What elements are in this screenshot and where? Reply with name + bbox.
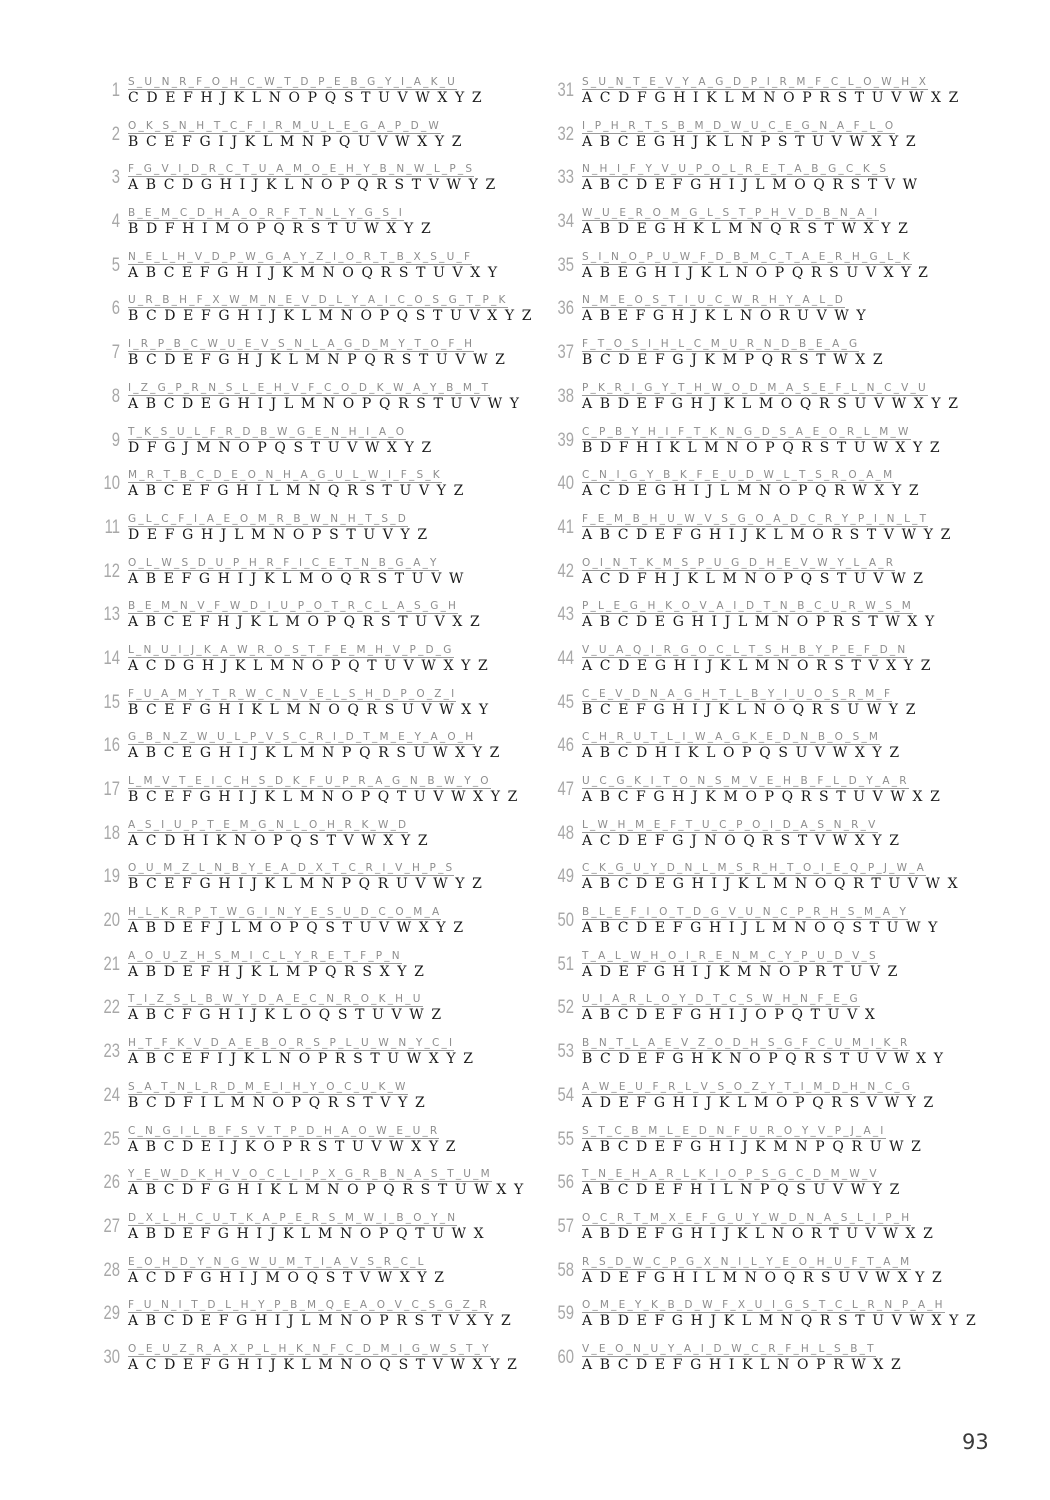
puzzle-alphabet-letters: A C D G H J K L M N O P Q T U V W X Y Z (128, 657, 490, 674)
puzzle-letter-slots: S_U_N_R_F_O_H_C_W_T_D_P_E_B_G_Y_I_A_K_U (128, 76, 458, 88)
puzzle-alphabet-letters: A C D F H J K L M N O P Q S T U V W Z (582, 570, 925, 587)
puzzle-alphabet-letters: A B C D E F G H I J K L M O R S T V W Y Z (582, 526, 952, 543)
puzzle-row (552, 468, 1022, 512)
left-puzzle-column (98, 75, 568, 1386)
puzzle-letter-slots: R_S_D_W_C_P_G_X_N_I_L_Y_E_O_H_U_F_T_A_M (582, 1255, 912, 1268)
puzzle-row (98, 774, 568, 818)
puzzle-letter-slots: O_E_U_Z_R_A_X_P_L_H_K_N_F_C_D_M_I_G_W_S_T_Y (128, 1342, 491, 1355)
puzzle-row (98, 861, 568, 905)
puzzle-row (552, 774, 1022, 818)
page-number: 93 (962, 1430, 989, 1454)
puzzle-alphabet-letters: A B C D E F G H I J L M O Q R S T V W (582, 177, 919, 194)
puzzle-number: 33 (557, 167, 574, 189)
puzzle-row (98, 119, 568, 163)
puzzle-letter-slots: C_E_V_D_N_A_G_H_T_L_B_Y_I_U_O_S_R_M_F (582, 687, 893, 700)
puzzle-letter-slots: G_L_C_F_I_A_E_O_M_R_B_W_N_H_T_S_D (128, 512, 408, 525)
puzzle-letter-slots: P_K_R_I_G_Y_T_H_W_O_D_M_A_S_E_F_L_N_C_V_U (582, 381, 928, 394)
puzzle-alphabet-letters: A B C E G H J K L N P S T U V W X Y Z (582, 133, 918, 150)
puzzle-letter-slots: B_E_M_C_D_H_A_O_R_F_T_N_L_Y_G_S_I (128, 207, 405, 220)
puzzle-alphabet-letters: A B C D E F G H I J O P Q T U V X (582, 1007, 877, 1024)
puzzle-alphabet-letters: A B C D E I J K O P R S T U V W X Y Z (128, 1138, 458, 1155)
puzzle-letter-slots: T_N_E_H_A_R_L_K_I_O_P_S_G_C_D_M_W_V (582, 1168, 879, 1181)
puzzle-number: 30 (103, 1346, 120, 1368)
puzzle-alphabet-letters: B D F H I M O P Q R S T U W X Y Z (128, 221, 433, 238)
puzzle-alphabet-letters: A B C F G H I J K L O Q S T U V W Z (128, 1007, 443, 1024)
puzzle-letter-slots: T_I_Z_S_L_B_W_Y_D_A_E_C_N_R_O_K_H_U (128, 993, 423, 1006)
puzzle-number: 10 (103, 473, 120, 495)
puzzle-row (552, 905, 1022, 949)
puzzle-number: 44 (557, 647, 574, 669)
puzzle-row (98, 905, 568, 949)
puzzle-letter-slots: A_W_E_U_F_R_L_V_S_O_Z_Y_T_I_M_D_H_N_C_G (582, 1080, 913, 1093)
puzzle-letter-slots: F_G_V_I_D_R_C_T_U_A_M_O_E_H_Y_B_N_W_L_P_S (128, 163, 475, 176)
puzzle-row (98, 512, 568, 556)
puzzle-alphabet-letters: A B C E F I J K L N O P R S T U W X Y Z (128, 1051, 475, 1068)
puzzle-letter-slots: L_W_H_M_E_F_T_U_C_P_O_I_D_A_S_N_R_V (582, 818, 878, 831)
puzzle-row (98, 687, 568, 731)
puzzle-alphabet-letters: A C D E G H I J L M N O P Q R W X Y Z (582, 483, 921, 500)
puzzle-number: 18 (103, 822, 120, 844)
puzzle-letter-slots: T_A_L_W_H_O_I_R_E_N_M_C_Y_P_U_D_V_S (582, 949, 878, 962)
puzzle-number: 23 (103, 1041, 120, 1063)
puzzle-number: 11 (104, 516, 120, 538)
puzzle-letter-slots: S_T_C_B_M_L_E_D_N_F_U_R_O_Y_V_P_J_A_I (582, 1124, 886, 1137)
puzzle-number: 24 (103, 1084, 120, 1106)
puzzle-number: 46 (557, 735, 574, 757)
puzzle-number: 45 (557, 691, 574, 713)
puzzle-alphabet-letters: A B D E F G H I J K L N O R T U V W X Z (582, 1225, 935, 1242)
puzzle-number: 34 (557, 211, 574, 233)
puzzle-letter-slots: E_O_H_D_Y_N_G_W_U_M_T_I_A_V_S_R_C_L (128, 1255, 426, 1268)
puzzle-number: 14 (103, 647, 120, 669)
puzzle-number: 17 (103, 779, 120, 800)
puzzle-row (98, 1036, 568, 1080)
puzzle-row (98, 206, 568, 250)
puzzle-row (98, 818, 568, 862)
puzzle-letter-slots: I_R_P_B_C_W_U_E_V_S_N_L_A_G_D_M_Y_T_O_F_H (128, 338, 475, 351)
puzzle-alphabet-letters: A B E F G H I J K L M O Q R S T U V W (128, 570, 465, 587)
puzzle-letter-slots: O_I_N_T_K_M_S_P_U_G_D_H_E_V_W_Y_L_A_R (582, 556, 896, 569)
puzzle-alphabet-letters: A B C D E F G H I J L M N O P R S T V X Y Z (128, 1313, 513, 1330)
puzzle-number: 42 (557, 560, 574, 582)
puzzle-row (98, 1080, 568, 1124)
puzzle-number: 52 (557, 997, 574, 1019)
puzzle-number: 8 (111, 385, 120, 407)
puzzle-number: 49 (557, 866, 574, 888)
puzzle-number: 19 (103, 866, 120, 888)
puzzle-alphabet-letters: A B C E F G H I L M N Q R S T U V Y Z (128, 483, 465, 500)
puzzle-number: 35 (557, 254, 574, 276)
puzzle-row (98, 1298, 568, 1342)
puzzle-number: 31 (557, 80, 574, 101)
puzzle-letter-slots: V_E_O_N_U_Y_A_I_D_W_C_R_F_H_L_S_B_T (582, 1342, 876, 1355)
puzzle-letter-slots: O_L_W_S_D_U_P_H_R_F_I_C_E_T_N_B_G_A_Y (128, 556, 439, 569)
puzzle-row (98, 643, 568, 687)
puzzle-row (552, 599, 1022, 643)
puzzle-letter-slots: N_H_I_F_Y_V_U_P_O_L_R_E_T_A_B_G_C_K_S (582, 163, 889, 176)
puzzle-letter-slots: S_U_N_T_E_V_Y_A_G_D_P_I_R_M_F_C_L_O_W_H_X (582, 76, 929, 88)
puzzle-number: 48 (557, 822, 574, 844)
puzzle-row (552, 1255, 1022, 1299)
puzzle-alphabet-letters: A D E F G H I J K L M O P Q R S V W Y Z (582, 1094, 935, 1111)
puzzle-number: 26 (103, 1172, 120, 1194)
puzzle-alphabet-letters: A C D E G H I J K L M N O R S T V X Y Z (582, 657, 933, 674)
puzzle-row (98, 949, 568, 993)
puzzle-row (552, 1124, 1022, 1168)
puzzle-row (552, 730, 1022, 774)
puzzle-row (552, 1167, 1022, 1211)
puzzle-row (98, 599, 568, 643)
puzzle-letter-slots: F_T_O_S_I_H_L_C_M_U_R_N_D_B_E_A_G (582, 338, 860, 351)
puzzle-number: 47 (557, 779, 574, 800)
puzzle-number: 16 (103, 735, 120, 757)
puzzle-row (552, 556, 1022, 600)
puzzle-row (552, 119, 1022, 163)
puzzle-letter-slots: C_N_G_I_L_B_F_S_V_T_P_D_H_A_O_W_E_U_R (128, 1124, 440, 1137)
puzzle-number: 59 (557, 1303, 574, 1325)
puzzle-row (552, 381, 1022, 425)
puzzle-letter-slots: U_I_A_R_L_O_Y_D_T_C_S_W_H_N_F_E_G (582, 993, 860, 1006)
puzzle-alphabet-letters: A B D E F J L M O P Q S T U V W X Y Z (128, 920, 465, 937)
puzzle-letter-slots: C_H_R_U_T_L_I_W_A_G_K_E_D_N_B_O_S_M (582, 731, 881, 744)
puzzle-letter-slots: N_E_L_H_V_D_P_W_G_A_Y_Z_I_O_R_T_B_X_S_U_F (128, 250, 473, 263)
puzzle-number: 27 (103, 1215, 120, 1237)
puzzle-number: 3 (111, 167, 120, 189)
puzzle-letter-slots: F_E_M_B_H_U_W_V_S_G_O_A_D_C_R_Y_P_I_N_L_T (582, 512, 929, 525)
puzzle-letter-slots: G_B_N_Z_W_U_L_P_V_S_C_R_I_D_T_M_E_Y_A_O_H (128, 731, 476, 744)
puzzle-number: 5 (111, 254, 120, 276)
puzzle-row (552, 162, 1022, 206)
puzzle-number: 28 (103, 1259, 120, 1281)
puzzle-number: 41 (557, 516, 574, 538)
puzzle-letter-slots: L_N_U_I_J_K_A_W_R_O_S_T_F_E_M_H_V_P_D_G (128, 643, 454, 656)
puzzle-number: 60 (557, 1346, 574, 1368)
puzzle-row (98, 730, 568, 774)
puzzle-alphabet-letters: A B C D F G H I K L M N O P Q R S T U W X Y (128, 1182, 525, 1199)
puzzle-letter-slots: C_K_G_U_Y_D_N_L_M_S_R_H_T_O_I_E_Q_P_J_W_A (582, 862, 927, 875)
puzzle-number: 12 (103, 560, 120, 582)
puzzle-alphabet-letters: B C E F G I J K L M N P Q U V W X Y Z (128, 133, 464, 150)
puzzle-alphabet-letters: A C D E F G H I J K L M N O Q S T V W X Y Z (128, 1356, 519, 1373)
puzzle-number: 21 (103, 953, 120, 975)
puzzle-letter-slots: H_L_K_R_P_T_W_G_I_N_Y_E_S_U_D_C_O_M_A (128, 906, 442, 919)
puzzle-alphabet-letters: B C D E F G H I J K L M N O P Q S T U V X Y Z (128, 308, 534, 325)
puzzle-row (552, 425, 1022, 469)
puzzle-letter-slots: A_O_U_Z_H_S_M_I_C_L_Y_R_E_T_F_P_N (128, 949, 402, 962)
puzzle-alphabet-letters: A B D E G H K L M N Q R S T W X Y Z (582, 221, 910, 238)
puzzle-letter-slots: H_T_F_K_V_D_A_E_B_O_R_S_P_L_U_W_N_Y_C_I (128, 1037, 455, 1050)
puzzle-row (98, 1167, 568, 1211)
puzzle-alphabet-letters: A B C D E F G H I J K M N P Q R U W Z (582, 1138, 923, 1155)
puzzle-alphabet-letters: A B C D E G H I J L M N O P R S T W X Y (582, 614, 936, 631)
puzzle-row (552, 1298, 1022, 1342)
puzzle-row (98, 1255, 568, 1299)
puzzle-alphabet-letters: B C E F G H I K L M N O Q R S U V W X Y (128, 701, 490, 718)
puzzle-number: 38 (557, 385, 574, 407)
puzzle-number: 54 (557, 1084, 574, 1106)
puzzle-alphabet-letters: B C D F I L M N O P Q R S T V Y Z (128, 1094, 427, 1111)
puzzle-row (98, 1211, 568, 1255)
puzzle-number: 22 (103, 997, 120, 1019)
puzzle-letter-slots: P_L_E_G_H_K_O_V_A_I_D_T_N_B_C_U_R_W_S_M (582, 600, 913, 613)
puzzle-number: 7 (111, 342, 120, 364)
puzzle-row (98, 381, 568, 425)
puzzle-number: 51 (557, 953, 574, 975)
puzzle-alphabet-letters: B C D E F G H K N O P Q R S T U V W X Y (582, 1051, 945, 1068)
puzzle-letter-slots: W_U_E_R_O_M_G_L_S_T_P_H_V_D_B_N_A_I (582, 207, 880, 220)
puzzle-row (98, 162, 568, 206)
puzzle-alphabet-letters: A C D F G H I K L M N O P R S T U V W X Z (582, 90, 960, 106)
puzzle-row (552, 861, 1022, 905)
puzzle-letter-slots: F_U_N_I_T_D_L_H_Y_P_B_M_Q_E_A_O_V_C_S_G_Z_R (128, 1299, 489, 1312)
puzzle-letter-slots: C_N_I_G_Y_B_K_F_E_U_D_W_L_T_S_R_O_A_M (582, 469, 895, 482)
puzzle-letter-slots: U_C_G_K_I_T_O_N_S_M_V_E_H_B_F_L_D_Y_A_R (582, 775, 909, 787)
puzzle-alphabet-letters: A B C E F G H I J K M N O Q R S T U V X Y (128, 264, 499, 281)
puzzle-number: 43 (557, 604, 574, 626)
puzzle-number: 57 (557, 1215, 574, 1237)
puzzle-alphabet-letters: A B C D E F G H I J L M N O Q S T U W Y (582, 920, 939, 937)
puzzle-row (552, 1080, 1022, 1124)
puzzle-row (552, 250, 1022, 294)
puzzle-letter-slots: O_U_M_Z_L_N_B_Y_E_A_D_X_T_C_R_I_V_H_P_S (128, 862, 455, 875)
puzzle-number: 58 (557, 1259, 574, 1281)
puzzle-row (98, 425, 568, 469)
puzzle-number: 56 (557, 1172, 574, 1194)
puzzle-alphabet-letters: B C D E F G H J K L M N P Q R S T U V W Z (128, 352, 507, 369)
puzzle-letter-slots: T_K_S_U_L_F_R_D_B_W_G_E_N_H_I_A_O (128, 425, 407, 438)
puzzle-row (98, 337, 568, 381)
puzzle-row (98, 250, 568, 294)
puzzle-row (552, 75, 1022, 119)
puzzle-alphabet-letters: A B C D E G H I J L M N O P Q R S T U V W Y (128, 395, 521, 412)
puzzle-number: 36 (557, 298, 574, 320)
puzzle-alphabet-letters: A C D H I K N O P Q S T V W X Y Z (128, 832, 430, 849)
puzzle-alphabet-letters: A B C F G H J K M O P Q R S T U V W X Z (582, 789, 942, 805)
puzzle-alphabet-letters: D F G J M N O P Q S T U V W X Y Z (128, 439, 433, 456)
puzzle-letter-slots: N_M_E_O_S_T_I_U_C_W_R_H_Y_A_L_D (582, 294, 846, 307)
puzzle-letter-slots: Y_E_W_D_K_H_V_O_C_L_I_P_X_G_R_B_N_A_S_T_U_M (128, 1168, 492, 1181)
puzzle-row (98, 75, 568, 119)
puzzle-letter-slots: D_X_L_H_C_U_T_K_A_P_E_R_S_M_W_I_B_O_Y_N (128, 1211, 458, 1224)
right-puzzle-column (552, 75, 1022, 1386)
puzzle-letter-slots: U_R_B_H_F_X_W_M_N_E_V_D_L_Y_A_I_C_O_S_G_T_P_K (128, 294, 508, 307)
puzzle-number: 53 (557, 1041, 574, 1063)
puzzle-number: 25 (103, 1128, 120, 1150)
puzzle-number: 4 (111, 211, 120, 233)
puzzle-row (98, 1124, 568, 1168)
puzzle-letter-slots: S_I_N_O_P_U_W_F_D_B_M_C_T_A_E_R_H_G_L_K (582, 250, 912, 263)
puzzle-number: 37 (557, 342, 574, 364)
puzzle-row (552, 1036, 1022, 1080)
puzzle-alphabet-letters: A B D E F H J K L M P Q R S X Y Z (128, 963, 426, 980)
puzzle-alphabet-letters: D E F G H J L M N O P S T U V Y Z (128, 526, 429, 543)
puzzle-row (552, 337, 1022, 381)
puzzle-alphabet-letters: A C D F G H I J M O Q S T V W X Y Z (128, 1269, 446, 1286)
puzzle-number: 32 (557, 123, 574, 145)
puzzle-row (98, 1342, 568, 1386)
puzzle-row (552, 818, 1022, 862)
puzzle-number: 9 (111, 429, 120, 451)
puzzle-letter-slots: C_P_B_Y_H_I_F_T_K_N_G_D_S_A_E_O_R_L_M_W (582, 425, 911, 438)
puzzle-row (98, 556, 568, 600)
puzzle-row (552, 643, 1022, 687)
puzzle-row (552, 293, 1022, 337)
puzzle-number: 20 (103, 910, 120, 932)
puzzle-alphabet-letters: A B D E F G H I J K L M N O P Q T U W X (128, 1225, 486, 1242)
puzzle-alphabet-letters: A B C D E F G H I K L N O P R W X Z (582, 1356, 903, 1373)
puzzle-alphabet-letters: A B D E F G H J K L M O Q R S U V W X Y Z (582, 395, 960, 412)
puzzle-number: 2 (111, 123, 120, 145)
puzzle-letter-slots: O_K_S_N_H_T_C_F_I_R_M_U_L_E_G_A_P_D_W (128, 119, 441, 132)
puzzle-letter-slots: O_C_R_T_M_X_E_F_G_U_Y_W_D_N_A_S_L_I_P_H (582, 1211, 912, 1224)
puzzle-number: 40 (557, 473, 574, 495)
puzzle-number: 13 (103, 604, 120, 626)
puzzle-row (552, 1342, 1022, 1386)
puzzle-alphabet-letters: A B C E F H J K L M O P Q R S T U V X Z (128, 614, 482, 631)
puzzle-alphabet-letters: A D E F G H I L M N O Q R S U V W X Y Z (582, 1269, 944, 1286)
puzzle-row (552, 949, 1022, 993)
puzzle-letter-slots: S_A_T_N_L_R_D_M_E_I_H_Y_O_C_U_K_W (128, 1080, 408, 1093)
puzzle-number: 29 (103, 1303, 120, 1325)
puzzle-letter-slots: A_S_I_U_P_T_E_M_G_N_L_O_H_R_K_W_D (128, 818, 409, 831)
puzzle-alphabet-letters: A C D E F G J N O Q R S T V W X Y Z (582, 832, 901, 849)
puzzle-number: 55 (557, 1128, 574, 1150)
puzzle-alphabet-letters: B C E F G H I J K L N O Q R S U W Y Z (582, 701, 918, 718)
puzzle-alphabet-letters: A B C D E G H I J K L M N O Q R T U V W X (582, 876, 960, 893)
puzzle-alphabet-letters: C D E F H J K L N O P Q S T U V W X Y Z (128, 90, 484, 106)
puzzle-number: 50 (557, 910, 574, 932)
puzzle-alphabet-letters: A B C D H I K L O P Q S U V W X Y Z (582, 745, 901, 762)
puzzle-letter-slots: B_E_M_N_V_F_W_D_I_U_P_O_T_R_C_L_A_S_G_H (128, 600, 459, 613)
puzzle-alphabet-letters: A D E F G H I J K M N O P R T U V Z (582, 963, 899, 980)
puzzle-letter-slots: L_M_V_T_E_I_C_H_S_D_K_F_U_P_R_A_G_N_B_W_Y_O (128, 775, 491, 787)
puzzle-row (552, 992, 1022, 1036)
puzzle-alphabet-letters: A B D E F G H J K L M N Q R S T U V W X Y Z (582, 1313, 978, 1330)
puzzle-letter-slots: M_R_T_B_C_D_E_O_N_H_A_G_U_L_W_I_F_S_K (128, 469, 442, 482)
puzzle-alphabet-letters: B D F H I K L M N O P Q R S T U W X Y Z (582, 439, 942, 456)
puzzle-letter-slots: F_U_A_M_Y_T_R_W_C_N_V_E_L_S_H_D_P_O_Z_I (128, 687, 457, 700)
puzzle-letter-slots: I_P_H_R_T_S_B_M_D_W_U_C_E_G_N_A_F_L_O (582, 119, 896, 132)
puzzle-letter-slots: V_U_A_Q_I_R_G_O_C_L_T_S_H_B_Y_P_E_F_D_N (582, 643, 908, 656)
puzzle-number: 39 (557, 429, 574, 451)
puzzle-alphabet-letters: A B C D E F H I L N P Q S U V W Y Z (582, 1182, 901, 1199)
puzzle-alphabet-letters: A B C D G H I J K L N O P Q R S T V W Y Z (128, 177, 497, 194)
puzzle-letter-slots: I_Z_G_P_R_N_S_L_E_H_V_F_C_O_D_K_W_A_Y_B_M_T (128, 381, 491, 394)
puzzle-alphabet-letters: B C E F G H I J K L M N P Q R U V W Y Z (128, 876, 484, 893)
puzzle-row (552, 687, 1022, 731)
puzzle-row (98, 992, 568, 1036)
puzzle-alphabet-letters: B C D E F G J K M P Q R S T W X Z (582, 352, 885, 369)
puzzle-alphabet-letters: A B C E G H I J K L M N P Q R S U W X Y Z (128, 745, 501, 762)
puzzle-row (552, 206, 1022, 250)
puzzle-row (98, 468, 568, 512)
puzzle-row (552, 512, 1022, 556)
puzzle-row (98, 293, 568, 337)
puzzle-number: 6 (111, 298, 120, 320)
puzzle-number: 15 (103, 691, 120, 713)
puzzle-alphabet-letters: A B E F G H J K L N O R U V W Y (582, 308, 868, 325)
puzzle-row (552, 1211, 1022, 1255)
puzzle-number: 1 (111, 80, 120, 101)
puzzle-letter-slots: O_M_E_Y_K_B_D_W_F_X_U_I_G_S_T_C_L_R_N_P_A_H (582, 1299, 945, 1312)
puzzle-letter-slots: B_N_T_L_A_E_V_Z_O_D_H_S_G_F_C_U_M_I_K_R (582, 1037, 910, 1050)
puzzle-alphabet-letters: B C E F G H I J K L M N O P Q T U V W X Y Z (128, 789, 520, 805)
puzzle-letter-slots: B_L_E_F_I_O_T_D_G_V_U_N_C_P_R_H_S_M_A_Y (582, 906, 909, 919)
puzzle-alphabet-letters: A B E G H I J K L N O P Q R S U V X Y Z (582, 264, 930, 281)
